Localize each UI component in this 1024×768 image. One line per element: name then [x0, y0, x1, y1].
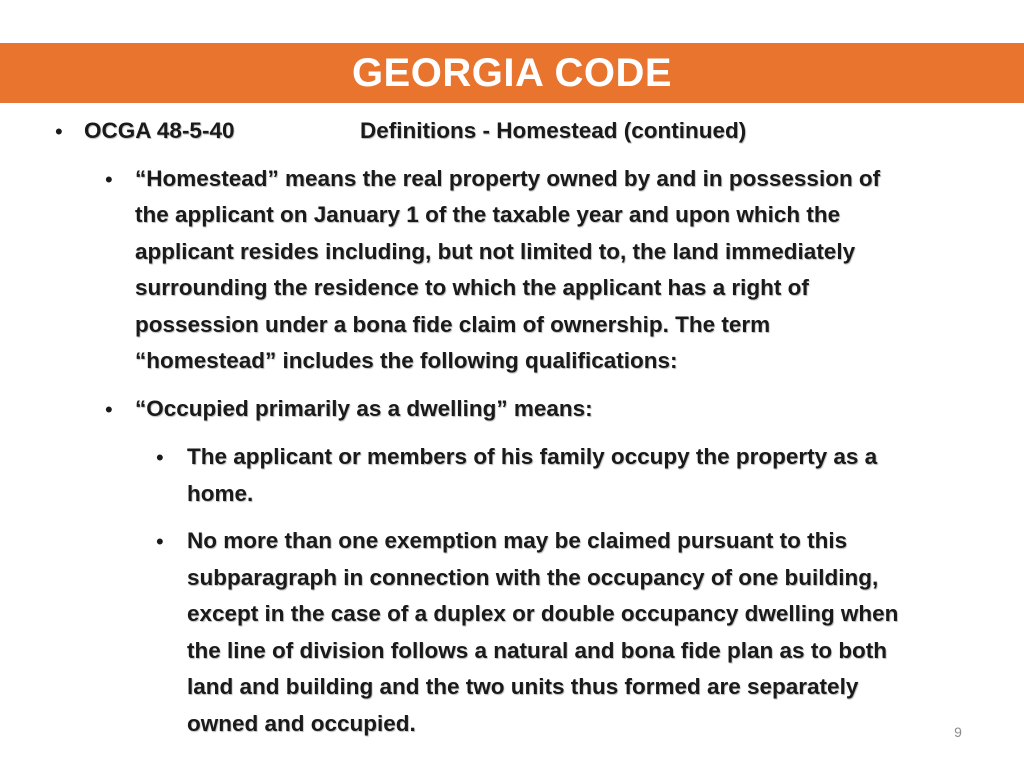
item-2-line-6: owned and occupied.: [187, 711, 416, 736]
item-1-line-2: home.: [187, 481, 254, 506]
homestead-line-1: “Homestead” means the real property owned by and in possession of: [135, 166, 881, 191]
item-2-line-5: land and building and the two units thus formed are separately: [187, 674, 859, 699]
section-topic: Definitions - Homestead (continued): [360, 118, 747, 143]
bullet-icon: •: [156, 529, 164, 554]
bullet-icon: •: [105, 397, 113, 422]
item-1-line-1: The applicant or members of his family occupy the property as a: [187, 444, 878, 469]
bullet-icon: •: [156, 445, 164, 470]
code-reference: OCGA 48-5-40: [84, 118, 235, 143]
item-2-line-3: except in the case of a duplex or double occupancy dwelling when: [187, 601, 899, 626]
homestead-line-5: possession under a bona fide claim of ownership. The term: [135, 312, 771, 337]
homestead-line-3: applicant resides including, but not limited to, the land immediately: [135, 239, 856, 264]
slide-title: GEORGIA CODE: [351, 51, 673, 95]
item-2-line-1: No more than one exemption may be claimed pursuant to this: [187, 528, 848, 553]
occupied-lead: “Occupied primarily as a dwelling” means:: [135, 396, 593, 421]
page-number: 9: [954, 724, 962, 740]
item-2-line-2: subparagraph in connection with the occupancy of one building,: [187, 565, 879, 590]
homestead-line-4: surrounding the residence to which the applicant has a right of: [135, 275, 809, 300]
bullet-icon: •: [105, 167, 113, 192]
homestead-line-6: “homestead” includes the following qualifications:: [135, 348, 678, 373]
item-2-line-4: the line of division follows a natural and bona fide plan as to both: [187, 638, 888, 663]
homestead-line-2: the applicant on January 1 of the taxable year and upon which the: [135, 202, 841, 227]
bullet-icon: •: [55, 119, 63, 144]
